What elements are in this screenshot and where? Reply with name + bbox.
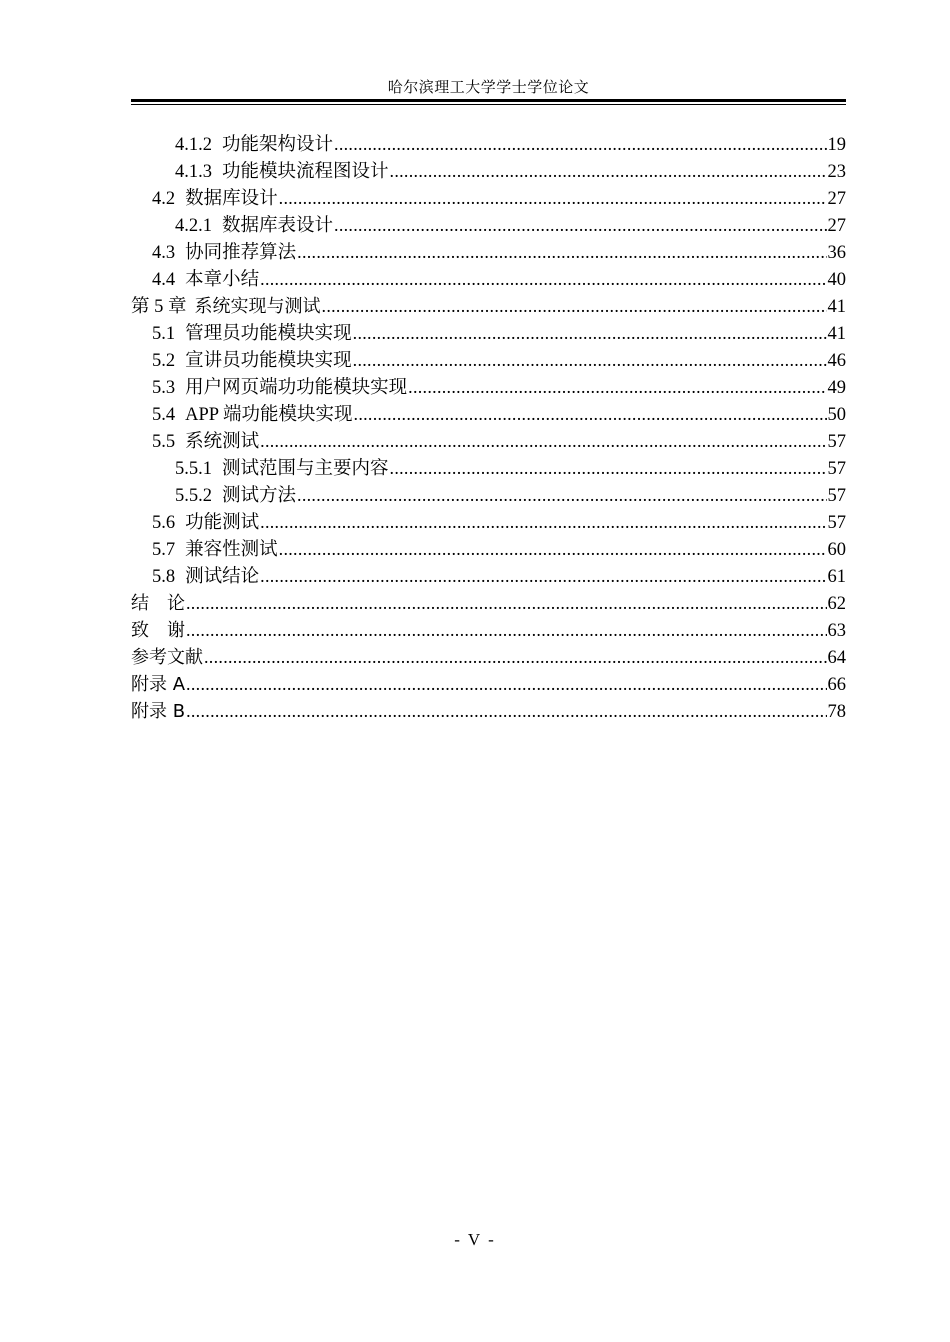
toc-dot-leader [353,320,827,347]
toc-dot-leader [334,131,826,158]
toc-entry[interactable] [131,590,846,617]
toc-entry-title: 数据库设计 [185,189,278,209]
toc-entry-page: 19 [827,135,846,155]
toc-entry-page: 60 [827,540,846,560]
header-rule-thin [131,104,846,105]
toc-dot-leader [297,239,826,266]
toc-entry[interactable] [131,266,846,293]
toc-entry[interactable] [131,482,846,509]
toc-entry-title: 致 谢 [131,620,185,641]
toc-entry-page: 64 [827,648,846,668]
toc-entry-number: 5.3 [152,378,176,398]
toc-entry[interactable] [131,212,846,239]
toc-dot-leader [186,590,827,617]
toc-entry-number: 5.6 [152,513,176,533]
toc-dot-leader [260,509,826,536]
toc-dot-leader [322,293,827,320]
toc-entry-page: 40 [827,270,846,290]
toc-entry-title: APP 端功能模块实现 [185,405,353,425]
toc-entry[interactable] [131,239,846,266]
toc-entry-number: 5.7 [152,540,176,560]
toc-entry-title: 功能测试 [185,513,260,533]
toc-entry-title: 协同推荐算法 [185,243,297,263]
toc-dot-leader [204,644,827,671]
toc-entry-page: 78 [827,702,846,722]
toc-entry[interactable] [131,455,846,482]
toc-entry-page: 41 [827,297,846,317]
toc-entry-page: 50 [827,405,846,425]
toc-dot-leader [354,401,827,428]
toc-entry[interactable] [131,644,846,671]
toc-entry-number: 5.5.1 [175,459,212,479]
toc-entry-page: 57 [827,459,846,479]
page-number: - V - [454,1230,496,1249]
running-header: 哈尔滨理工大学学士学位论文 [387,80,590,96]
toc-entry-title: 用户网页端功功能模块实现 [185,378,408,398]
toc-entry-title: 系统测试 [185,432,260,452]
toc-entry[interactable] [131,428,846,455]
toc-entry-title: 功能模块流程图设计 [222,162,389,182]
toc-entry-page: 23 [827,162,846,182]
toc-entry-title: 本章小结 [185,270,260,290]
toc-entry-page: 27 [827,216,846,236]
toc-entry-title: 结 论 [131,593,185,614]
toc-entry-page: 66 [827,675,846,695]
header-rule-thick [131,99,846,102]
toc-entry[interactable] [131,536,846,563]
toc-entry[interactable] [131,158,846,185]
toc-entry-title: 宣讲员功能模块实现 [185,351,352,371]
toc-dot-leader [260,563,826,590]
toc-entry[interactable] [131,563,846,590]
toc-entry-page: 41 [827,324,846,344]
toc-dot-leader [297,482,826,509]
toc-entry[interactable] [131,347,846,374]
toc-dot-leader [353,347,827,374]
toc-dot-leader [390,455,827,482]
toc-entry-page: 63 [827,621,846,641]
toc-entry-number: 4.4 [152,270,176,290]
toc-entry[interactable] [131,320,846,347]
toc-entry-number: 4.2.1 [175,216,212,236]
toc-entry-title: 系统实现与测试 [194,296,321,317]
toc-entry-number: 5.5 [152,432,176,452]
toc-dot-leader [186,617,827,644]
toc-entry-number: 5.4 [152,405,176,425]
toc-entry-title: 功能架构设计 [222,135,334,155]
toc-entry[interactable] [131,671,846,698]
toc-entry-page: 36 [827,243,846,263]
toc-entry-title: 参考文献 [131,647,203,668]
toc-entry-page: 27 [827,189,846,209]
toc-entry-number: 5.5.2 [175,486,212,506]
toc-entry-page: 62 [827,594,846,614]
toc-entry-number: 第 5 章 [131,297,187,317]
toc-entry-number: 5.8 [152,567,176,587]
toc-entry-title: 测试结论 [185,567,260,587]
toc-entry-number: 4.3 [152,243,176,263]
table-of-contents [131,131,846,725]
toc-dot-leader [390,158,827,185]
toc-entry-title: 管理员功能模块实现 [185,324,352,344]
toc-entry[interactable] [131,509,846,536]
toc-entry[interactable] [131,185,846,212]
toc-dot-leader [186,671,826,698]
toc-entry[interactable] [131,698,846,725]
toc-entry-page: 61 [827,567,846,587]
toc-entry-page: 46 [827,351,846,371]
toc-entry-title: 兼容性测试 [185,540,278,560]
toc-entry-title: 附录 B [131,701,186,722]
toc-entry-title: 数据库表设计 [222,216,334,236]
toc-entry-number: 4.1.3 [175,162,212,182]
toc-entry-number: 5.1 [152,324,176,344]
toc-entry[interactable] [131,131,846,158]
toc-dot-leader [260,428,826,455]
toc-entry-page: 57 [827,432,846,452]
toc-entry[interactable] [131,293,846,320]
toc-entry-title: 测试范围与主要内容 [222,459,389,479]
toc-entry[interactable] [131,617,846,644]
toc-entry-number: 4.1.2 [175,135,212,155]
toc-entry-number: 4.2 [152,189,176,209]
toc-dot-leader [186,698,826,725]
toc-dot-leader [334,212,826,239]
toc-entry-page: 49 [827,378,846,398]
toc-dot-leader [279,536,827,563]
toc-entry-page: 57 [827,513,846,533]
toc-dot-leader [279,185,827,212]
toc-dot-leader [408,374,826,401]
toc-entry[interactable] [131,374,846,401]
toc-entry-title: 附录 A [131,674,186,695]
toc-dot-leader [260,266,826,293]
toc-entry-page: 57 [827,486,846,506]
toc-entry-number: 5.2 [152,351,176,371]
toc-entry[interactable] [131,401,846,428]
toc-entry-title: 测试方法 [222,486,297,506]
